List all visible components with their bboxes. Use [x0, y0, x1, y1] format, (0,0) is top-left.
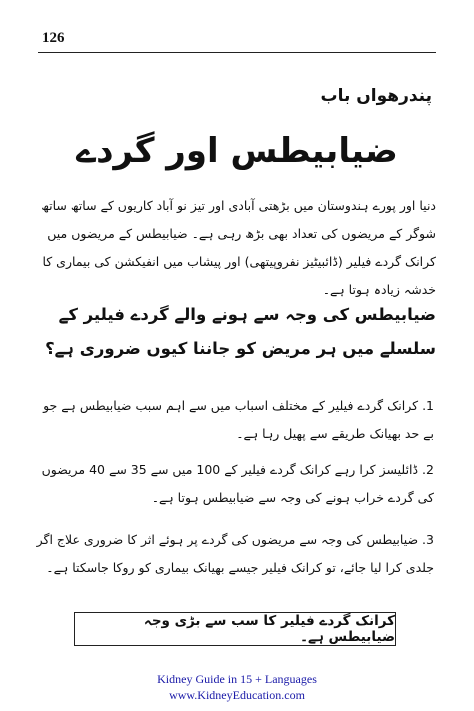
callout-box: [74, 612, 396, 646]
header-divider: [38, 52, 436, 53]
list-item-3: 3. ضیابیطس کی وجہ سے مریضوں کی گردے پر ہوئے اثر کا ضروری علاج اگر جلدی کرا لیا جائے، تو کرانک فیلیر جیسے بھیانک بیماری کو روکا جاسکتا ہے۔: [36, 532, 434, 575]
footer-url[interactable]: www.KidneyEducation.com: [169, 688, 305, 702]
list-item-2: 2. ڈائلیسز کرا رہے کرانک گردے فیلیر کے 100 میں سے 35 سے 40 مریضوں کی گردے خراب ہونے کی وجہ سے ضیابیطس ہوتا ہے۔: [41, 462, 434, 505]
footer-title: Kidney Guide in 15 + Languages: [157, 672, 317, 686]
page-number: 126: [42, 30, 65, 46]
chapter-label: پندرھواں باب: [320, 86, 432, 106]
chapter-title: ضیابیطس اور گردے: [76, 131, 398, 171]
intro-paragraph: دنیا اور پورے ہندوستان میں بڑھتی آبادی اور تیز نو آباد کاریوں کے ساتھ ساتھ شوگر کے مریضوں کی تعداد بھی بڑھ رہی ہے۔ ضیابیطس کے مریضوں میں کرانک گردے فیلیر (ڈائبیٹیز نفروپیتھی) اور پیشاب میں انفیکشن کی بیماری کا خدشہ زیادہ ہوتا ہے۔: [41, 198, 436, 297]
callout-text: کرانک گردے فیلیر کا سب سے بڑی وجہ ضیابیطس ہے۔: [143, 613, 395, 645]
list-item-1: 1. کرانک گردے فیلیر کے مختلف اسباب میں سے اہم سبب ضیابیطس ہے جو بے حد بھیانک طریقے سے پھیل رہا ہے۔: [43, 398, 434, 441]
question-heading: ضیابیطس کی وجہ سے ہونے والے گردے فیلیر کے سلسلے میں ہر مریض کو جاننا کیوں ضروری ہے؟: [45, 305, 436, 358]
